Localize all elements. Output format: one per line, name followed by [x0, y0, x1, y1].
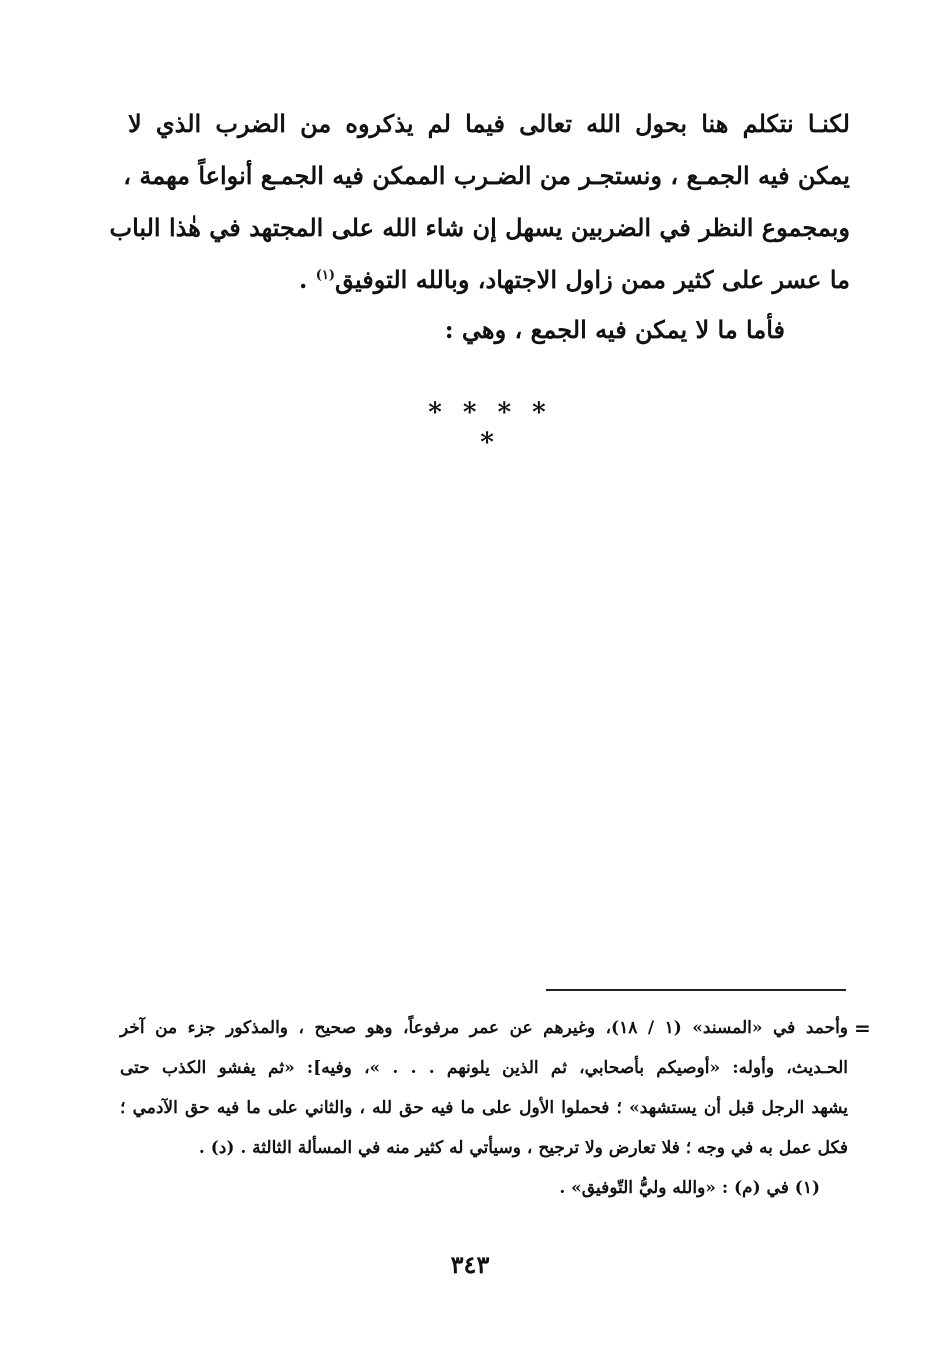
main-line-4-end: .: [298, 265, 316, 294]
footnote-line-1: وأحمد في «المسند» (١ / ١٨)، وغيرهم عن عمر مرفوعاً، وهو صحيح ، والمذكور جزء من آخر: [120, 1018, 849, 1038]
footnote-line-3: يشهد الرجل قبل أن يستشهد» ؛ فحملوا الأول على ما فيه حق لله ، والثاني على ما فيه حق الآدمي ؛: [120, 1098, 848, 1118]
main-line-4: [128, 254, 850, 306]
main-line-2: يمكن فيه الجمـع ، ونستجـر من الضـرب الممكن فيه الجمـع أنواعاً مهمة ،: [123, 161, 850, 190]
second-paragraph: فأما ما لا يمكن فيه الجمع ، وهي :: [444, 315, 785, 344]
footnote-line-4: فكل عمل به في وجه ؛ فلا تعارض ولا ترجيح ، وسيأتي له كثير منه في المسألة الثالثة . (د) .: [198, 1138, 848, 1158]
footnote-reference: (١): [315, 268, 335, 283]
section-separator: * * * * *: [428, 398, 552, 458]
footnote-1: (١) في (م) : «والله وليُّ التّوفيق» .: [559, 1178, 820, 1198]
main-line-3: وبمجموع النظر في الضربين يسهل إن شاء الله على المجتهد في هٰذا الباب: [109, 213, 850, 242]
footnote-divider: [546, 989, 846, 991]
footnote-line-2: الحـديث، وأوله: «أوصيكم بأصحابي، ثم الذين يلونهم . . . »، وفيه]: «ثم يفشو الكذب حتى: [120, 1058, 848, 1078]
footnotes-block: [120, 1008, 848, 1208]
main-paragraph: [109, 98, 850, 306]
footnote-continuation-mark: =: [854, 1016, 871, 1040]
main-line-4-text: ما عسر على كثير ممن زاول الاجتهاد، وبالله التوفيق: [335, 265, 850, 294]
main-line-1: لكنـا نتكلم هنا بحول الله تعالى فيما لم يذكروه من الضرب الذي لا: [128, 109, 850, 138]
page-number: ٣٤٣: [450, 1250, 490, 1279]
